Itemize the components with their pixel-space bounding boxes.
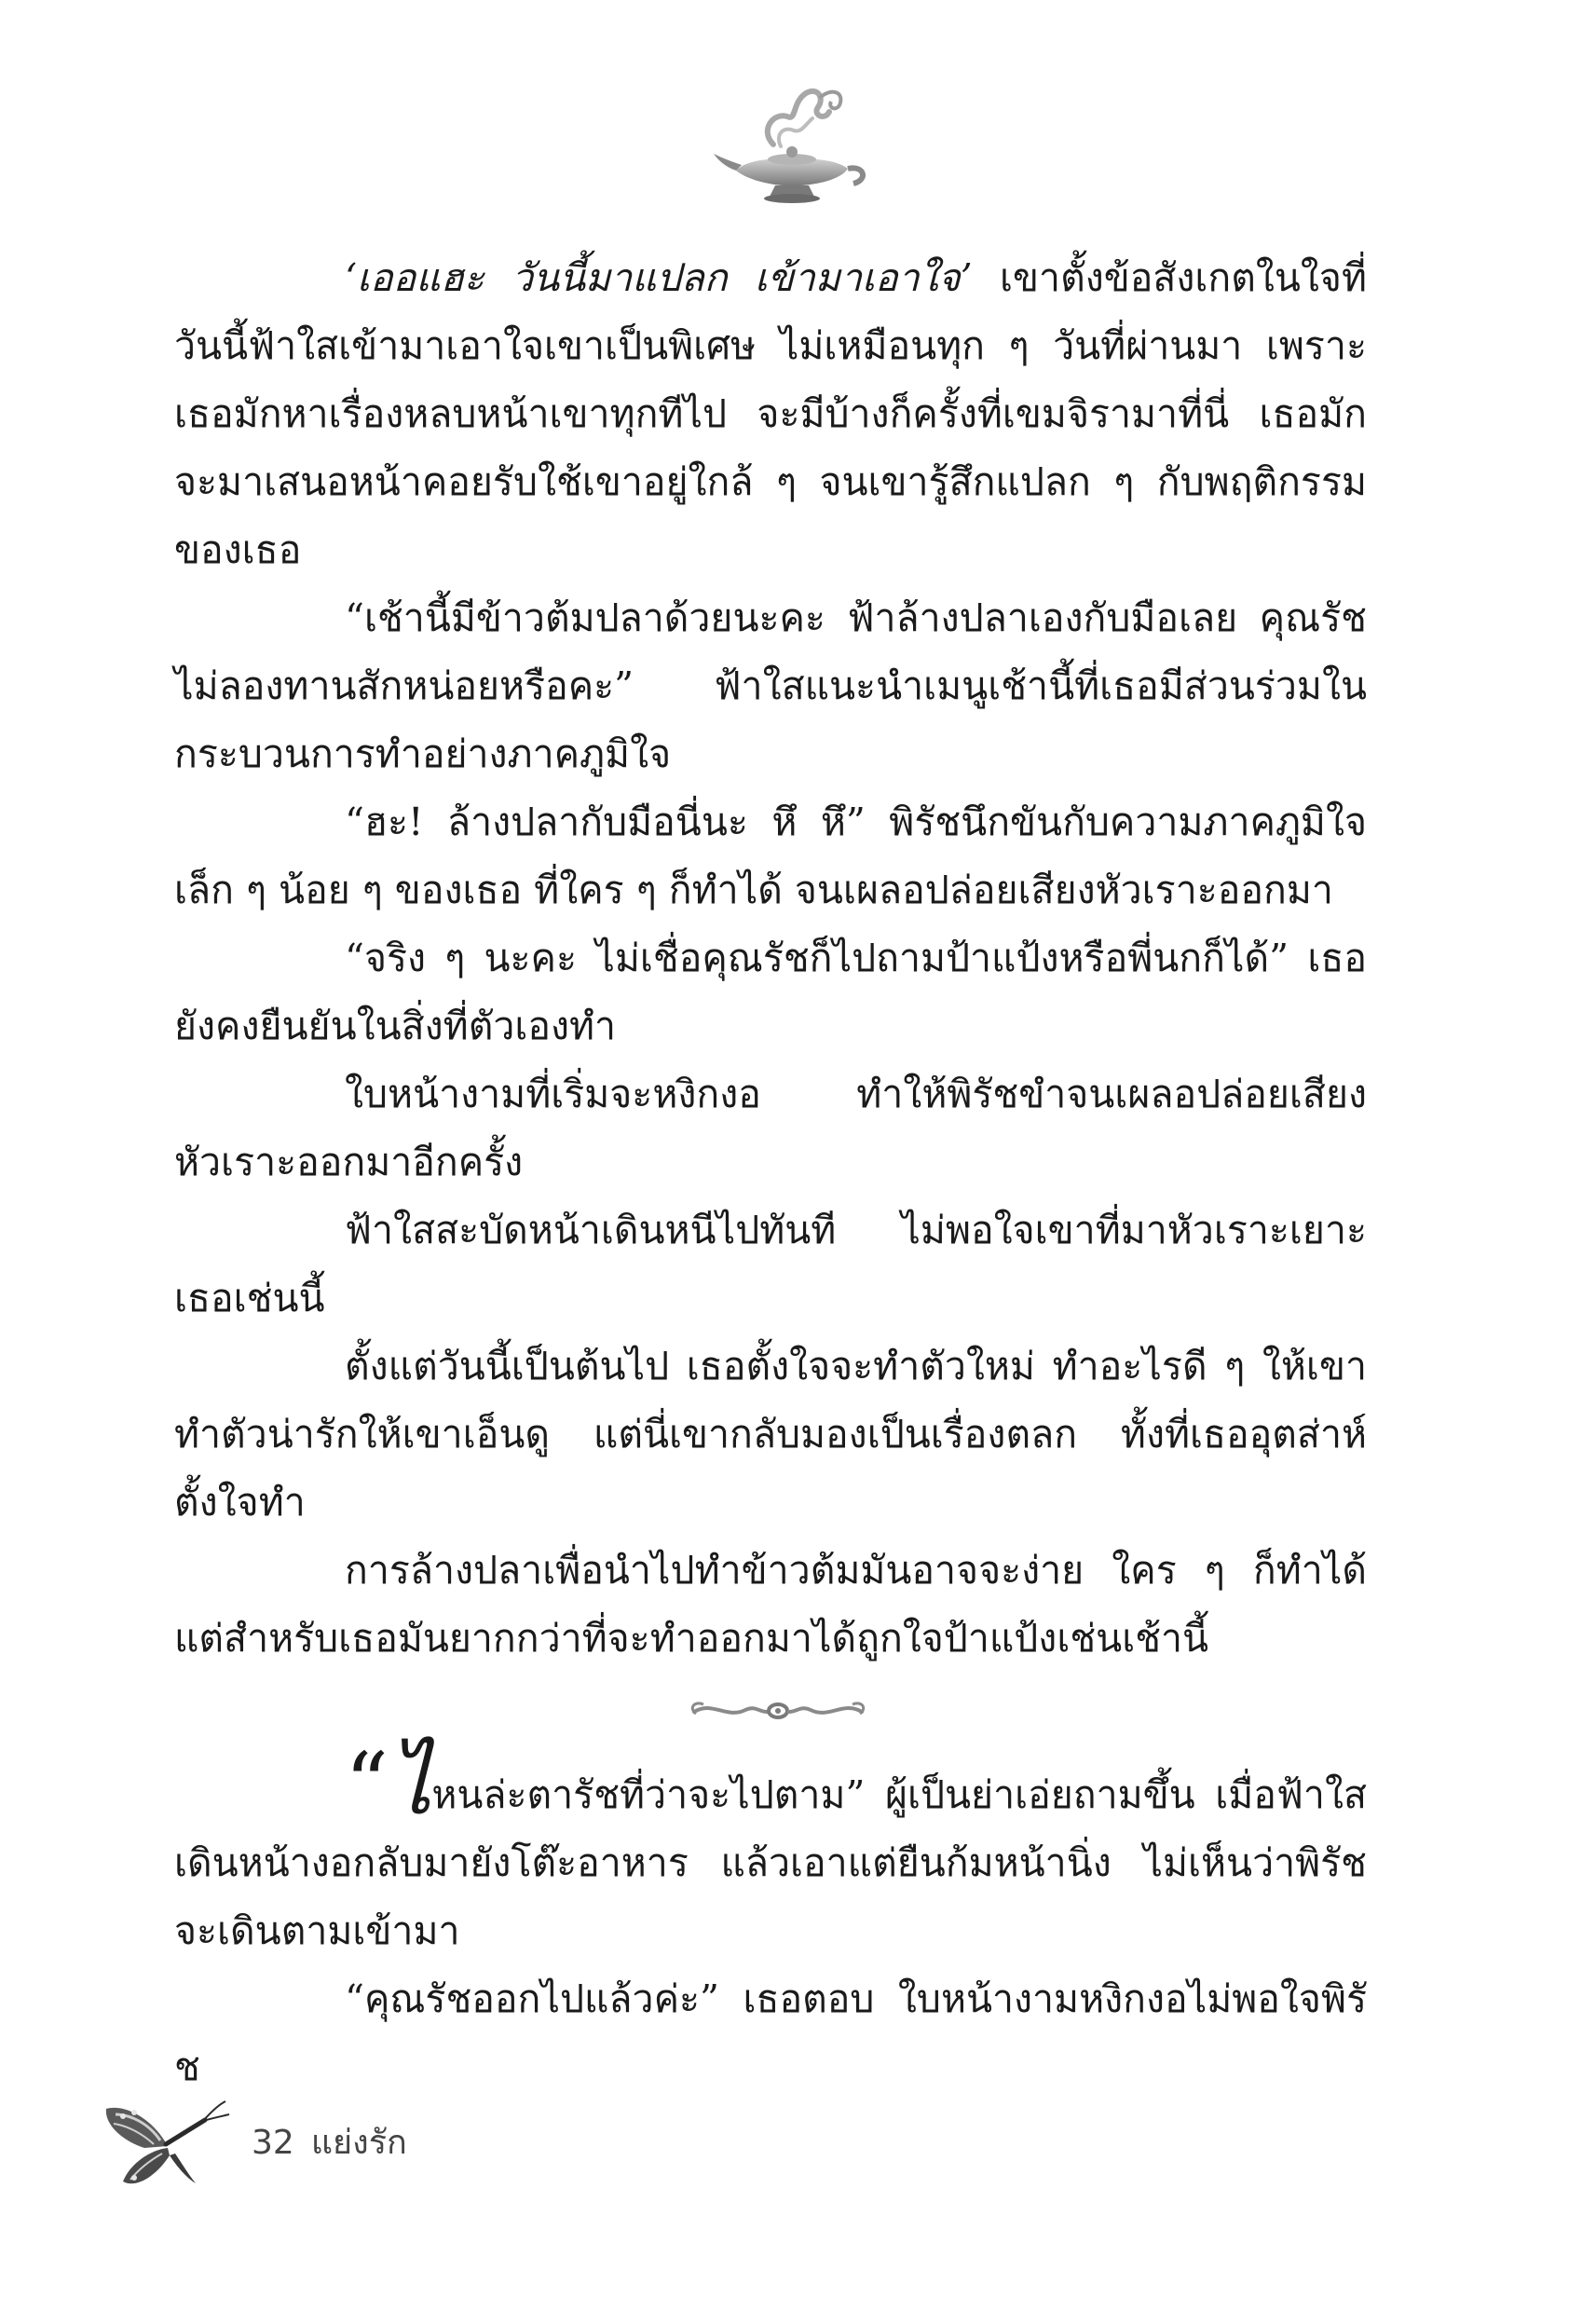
section-2-paragraph-1-text: หนล่ะตารัชที่ว่าจะไปตาม” ผู้เป็นย่าเอ่ยถามขึ้น เมื่อฟ้าใสเดินหน้างอกลับมายังโต๊ะอาหาร แล้วเอาแต่ยืนก้มหน้านิ่ง ไม่เห็นว่าพิรัชจะเดินตามเข้ามา [174,1772,1367,1953]
teapot-genie-ornament-icon [708,79,876,219]
dropcap-letter: ไ [389,1734,432,1834]
paragraph-1 [174,244,1367,584]
dropcap-quote: “ [345,1734,389,1834]
book-title: แย่งรัก [310,2124,407,2162]
paragraph-3: “ฮะ! ล้างปลากับมือนี่นะ หึ หึ” พิรัชนึกขันกับความภาคภูมิใจเล็ก ๆ น้อย ๆ ของเธอ ที่ใคร ๆ ก็ทำได้ จนเผลอปล่อยเสียงหัวเราะออกมา [174,800,1367,912]
body-text-section-1 [174,244,1367,1673]
paragraph-2: “เช้านี้มีข้าวต้มปลาด้วยนะคะ ฟ้าล้างปลาเองกับมือเลย คุณรัชไม่ลองทานสักหน่อยหรือคะ” ฟ้าใสแนะนำเมนูเช้านี้ที่เธอมีส่วนร่วมในกระบวนการทำอย่างภาคภูมิใจ [174,595,1367,776]
paragraph-8: การล้างปลาเพื่อนำไปทำข้าวต้มมันอาจจะง่าย ใคร ๆ ก็ทำได้แต่สำหรับเธอมันยากกว่าที่จะทำออกมาได้ถูกใจป้าแป้งเช่นเช้านี้ [174,1548,1367,1661]
paragraph-6: ฟ้าใสสะบัดหน้าเดินหนีไปทันที ไม่พอใจเขาที่มาหัวเราะเยาะเธอเช่นนี้ [174,1208,1367,1320]
butterfly-icon [102,2092,233,2195]
paragraph-5: ใบหน้างามที่เริ่มจะหงิกงอ ทำให้พิรัชขำจนเผลอปล่อยเสียงหัวเราะออกมาอีกครั้ง [174,1072,1367,1184]
paragraph-7: ตั้งแต่วันนี้เป็นต้นไป เธอตั้งใจจะทำตัวใหม่ ทำอะไรดี ๆ ให้เขาทำตัวน่ารักให้เขาเอ็นดู แต่นี่เขากลับมองเป็นเรื่องตลก ทั้งที่เธออุตส่าห์ตั้งใจทำ [174,1344,1367,1525]
italic-thought: ‘เออแฮะ วันนี้มาแปลก เข้ามาเอาใจ’ [345,255,973,300]
paragraph-1-text: เขาตั้งข้อสังเกตในใจที่วันนี้ฟ้าใสเข้ามาเอาใจเขาเป็นพิเศษ ไม่เหมือนทุก ๆ วันที่ผ่านมา เพราะเธอมักหาเรื่องหลบหน้าเขาทุกทีไป จะมีบ้างก็ครั้งที่เขมจิรามาที่นี่ เธอมักจะมาเสนอหน้าคอยรับใช้เขาอยู่ใกล้ ๆ จนเขารู้สึกแปลก ๆ กับพฤติกรรมของเธอ [174,255,1367,572]
page-footer [102,2092,568,2204]
page-number: 32 [252,2124,294,2162]
flourish-divider-icon [685,1691,871,1729]
section-2-paragraph-1 [174,1734,1367,1965]
body-text-section-2 [174,1734,1367,2101]
section-2-paragraph-2: “คุณรัชออกไปแล้วค่ะ” เธอตอบ ใบหน้างามหงิกงอไม่พอใจพิรัช [174,1976,1367,2089]
paragraph-4: “จริง ๆ นะคะ ไม่เชื่อคุณรัชก็ไปถามป้าแป้งหรือพี่นกก็ได้” เธอยังคงยืนยันในสิ่งที่ตัวเองทำ [174,936,1367,1048]
page-folio [252,2115,424,2168]
